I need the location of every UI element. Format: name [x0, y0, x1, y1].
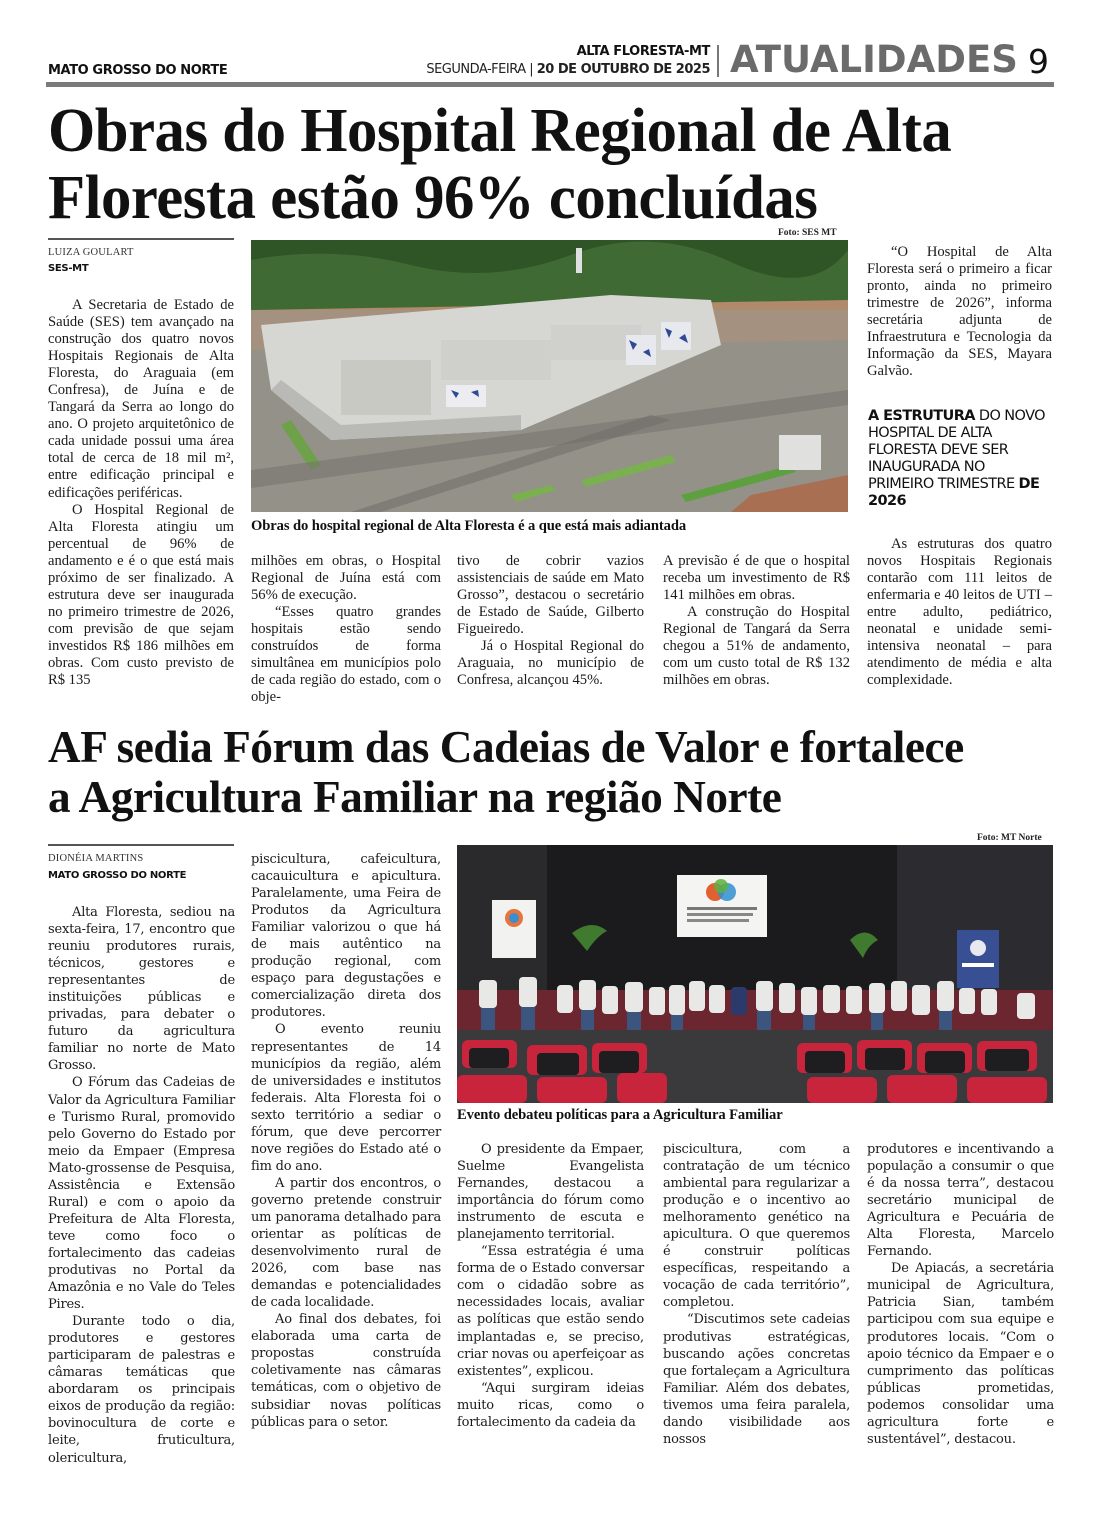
- paragraph: O Hospital Regional de Alta Floresta atingiu um percentual de 96% de andamento e é o que está mais próximo de ser finalizado. A estrutura deve ser inaugurada no primeiro trimestre de 2026, com previsão de que sejam investidos R$ 186 milhões em obras. Com custo previsto de R$ 135: [48, 501, 234, 689]
- paragraph: “Discutimos sete cadeias produtivas estratégicas, buscando ações concretas que fortaleçam a Agricultura Familiar. Além dos debates, tivemos uma feira paralela, dando visibilidade aos nossos: [663, 1312, 850, 1447]
- weekday: SEGUNDA-FEIRA: [426, 62, 526, 77]
- paragraph: Ao final dos debates, foi elaborada uma carta de propostas construída coletivamente nas câmaras temáticas, com o objetivo de subsidiar novas políticas públicas para o setor.: [251, 1312, 441, 1430]
- header-divider: [717, 45, 719, 77]
- paragraph: tivo de cobrir vazios assistenciais de saúde em Mato Grosso”, destacou o secretário de Estado de Saúde, Gilberto Figueiredo.: [457, 553, 644, 638]
- article2-column-2: [251, 851, 441, 1431]
- paragraph: “O Hospital de Alta Floresta será o primeiro a ficar pronto, ainda no primeiro trimestre de 2026”, informa secretária adjunta de Infraestrutura e Tecnologia da Informação da SES, Mayara Galvão.: [867, 244, 1052, 380]
- paragraph: Durante todo o dia, produtores e gestores participaram de palestras e câmaras temáticas que abordaram os principais eixos de produção da região: bovinocultura de corte e leite, fruticultura, olericultura,: [48, 1314, 235, 1466]
- article2-headline-line2: a Agricultura Familiar na região Norte: [48, 771, 782, 822]
- date-separator: |: [525, 62, 537, 77]
- article1-byline-rule: [48, 238, 234, 240]
- pull-quote-lead: A ESTRUTURA: [868, 408, 975, 424]
- paragraph: A Secretaria de Estado de Saúde (SES) tem avançado na construção dos quatro novos Hospitais Regionais de Alta Floresta, do Araguaia (em Confresa), de Juína e de Tangará da Serra ao longo do ano. O projeto arquitetônico de cada unidade possui uma área total de cerca de 18 mil m², entre edificação principal e edificações periféricas.: [48, 297, 234, 501]
- paragraph: De Apiacás, a secretária municipal de Agricultura, Patricia Sian, também participou com sua equipe e produtores locais. “Com o apoio técnico da Empaer e o cumprimento das políticas públicas prometidas, podemos consolidar uma agricultura forte e sustentável”, destacou.: [867, 1261, 1054, 1447]
- pull-quote-body: DO NOVO HOSPITAL DE ALTA FLORESTA DEVE SER INAUGURADA NO PRIMEIRO TRIMESTRE: [868, 408, 1045, 492]
- paragraph: O evento reuniu representantes de 14 municípios da região, além de universidades e institutos federais. Alta Floresta foi o sexto território a sediar o fórum, que deve percorrer nove regiões do Estado até o fim do ano.: [251, 1022, 441, 1174]
- paragraph: piscicultura, com a contratação de um técnico ambiental para regularizar a produção e o incentivo ao melhoramento genético na apicultura. O que queremos é construir políticas específicas, respeitando a vocação de cada território”, completou.: [663, 1142, 850, 1311]
- article2-column-5: [867, 1141, 1054, 1448]
- article1-author: LUIZA GOULART: [48, 247, 134, 258]
- pull-quote: [868, 408, 1053, 510]
- article1-column-2: [251, 553, 441, 706]
- section-title: ATUALIDADES: [730, 38, 1018, 81]
- page-number: 9: [1028, 42, 1049, 81]
- pull-quote-tail: DE 2026: [868, 476, 1040, 509]
- article1-headline: [48, 98, 1038, 232]
- paragraph: Alta Floresta, sediou na sexta-feira, 17, encontro que reuniu produtores rurais, técnicos, gestores e representantes de instituições públicas e privadas, para debater o futuro da agricultura familiar no norte de Mato Grosso.: [48, 905, 235, 1074]
- article1-headline-line2: Floresta estão 96% concluídas: [48, 164, 818, 232]
- article1-photo-caption: Obras do hospital regional de Alta Floresta é a que está mais adiantada: [251, 518, 687, 534]
- article2-photo-caption: Evento debateu políticas para a Agricultura Familiar: [457, 1107, 783, 1123]
- article2-column-1: [48, 904, 235, 1467]
- paragraph: As estruturas dos quatro novos Hospitais Regionais contarão com 111 leitos de enfermaria e 40 leitos de UTI – entre adulto, pediátrico, neonatal e unidade semi-intensiva neonatal – para atendimento de média e alta complexidade.: [867, 536, 1052, 689]
- paragraph: piscicultura, cafeicultura, cacauicultura e apicultura. Paralelamente, uma Feira de Produtos da Agricultura Familiar valorizou o que há de mais autêntico na produção regional, com espaço para degustações e comercialização direta dos produtores.: [251, 852, 441, 1021]
- paragraph: Já o Hospital Regional do Araguaia, no município de Confresa, alcançou 45%.: [457, 638, 644, 689]
- paragraph: O presidente da Empaer, Suelme Evangelista Fernandes, destacou a importância do fórum como instrumento de escuta e planejamento territorial.: [457, 1142, 644, 1243]
- hospital-aerial-photo: [251, 240, 848, 512]
- article2-author: DIONÉIA MARTINS: [48, 853, 144, 864]
- paragraph: A construção do Hospital Regional de Tangará da Serra chegou a 51% de andamento, com um custo total de R$ 132 milhões em obras.: [663, 604, 850, 689]
- article1-column-1: [48, 297, 234, 689]
- article2-column-3: [457, 1141, 644, 1431]
- article1-photo-credit: Foto: SES MT: [778, 228, 837, 238]
- paragraph: O Fórum das Cadeias de Valor da Agricultura Familiar e Turismo Rural, promovido pelo Governo do Estado por meio da Empaer (Empresa Mato-grossense de Pesquisa, Assistência e Extensão Rural) e com o apoio da Prefeitura de Alta Floresta, teve como foco o fortalecimento das cadeias produtivas no Portal da Amazônia e no Vale do Teles Pires.: [48, 1075, 235, 1313]
- hospital-aerial-image: [251, 240, 848, 512]
- article2-column-4: [663, 1141, 850, 1448]
- article1-column-5-bottom: [867, 536, 1052, 689]
- paragraph: milhões em obras, o Hospital Regional de Juína está com 56% de execução.: [251, 553, 441, 604]
- forum-event-image: [457, 845, 1053, 1103]
- article2-photo-credit: Foto: MT Norte: [977, 833, 1042, 843]
- article1-organization: SES-MT: [48, 263, 89, 274]
- header-rule: [46, 82, 1054, 87]
- issue-date: 20 DE OUTUBRO DE 2025: [536, 62, 710, 77]
- city-label: ALTA FLORESTA-MT: [576, 44, 710, 59]
- article1-column-3: [457, 553, 644, 689]
- region-label: MATO GROSSO DO NORTE: [48, 63, 228, 78]
- article2-headline: [48, 722, 1043, 822]
- paragraph: A partir dos encontros, o governo pretende construir um panorama detalhado para orientar as políticas de desenvolvimento rural de 2026, com base nas demandas e potencialidades de cada localidade.: [251, 1175, 441, 1311]
- paragraph: “Esses quatro grandes hospitais estão sendo construídos de forma simultânea em municípios polo de cada região do estado, com o obje-: [251, 604, 441, 706]
- article1-column-5-top: [867, 244, 1052, 380]
- article1-column-4: [663, 553, 850, 689]
- paragraph: “Aqui surgiram ideias muito ricas, como o fortalecimento da cadeia da: [457, 1380, 644, 1430]
- article2-headline-line1: AF sedia Fórum das Cadeias de Valor e fortalece: [48, 721, 964, 772]
- paragraph: produtores e incentivando a população a consumir o que é da nossa terra”, destacou secretário municipal de Agricultura e Pecuária de Alta Floresta, Marcelo Fernando.: [867, 1142, 1054, 1260]
- article2-organization: MATO GROSSO DO NORTE: [48, 870, 187, 881]
- forum-event-photo: [457, 845, 1053, 1103]
- article2-byline-rule: [48, 844, 234, 846]
- paragraph: A previsão é de que o hospital receba um investimento de R$ 141 milhões em obras.: [663, 553, 850, 604]
- article1-headline-line1: Obras do Hospital Regional de Alta: [48, 97, 952, 165]
- date-line: [360, 62, 710, 77]
- paragraph: “Essa estratégia é uma forma de o Estado conversar com o cidadão sobre as necessidades locais, avaliar as políticas que estão sendo implantadas e, se preciso, criar novas ou aperfeiçoar as existentes”, explicou.: [457, 1244, 644, 1379]
